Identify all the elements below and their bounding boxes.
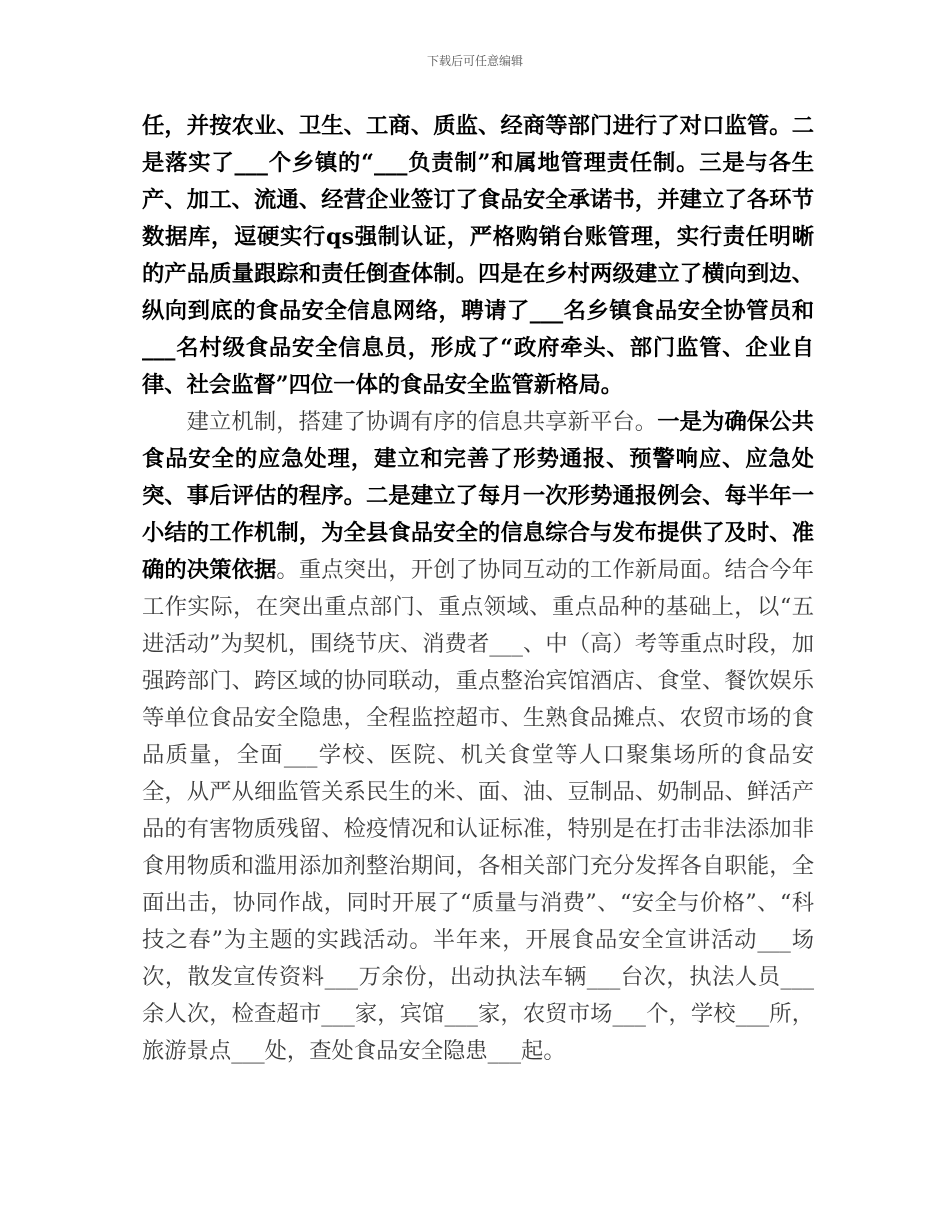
paragraph-1: 任，并按农业、卫生、工商、质监、经商等部门进行了对口监管。二是落实了___个乡镇的“___负责制”和属地管理责任制。三是与各生产、加工、流通、经营企业签订了食品安全承诺书，并建立了各环节数据库，逗硬实行qs强制认证，严格购销台账管理，实行责任明晰的产品质量跟踪和责任倒查体制。四是在乡村两级建立了横向到边、纵向到底的食品安全信息网络，聘请了___名乡镇食品安全协管员和___名村级食品安全信息员，形成了“政府牵头、部门监管、企业自律、社会监督”四位一体的食品安全监管新格局。 [142,113,814,398]
paragraph-2-lead: 建立机制，搭建了协调有序的信息共享新平台。 [186,409,658,435]
paragraph-2-rest: 。重点突出，开创了协同互动的工作新局面。结合今年工作实际，在突出重点部门、重点领域、重点品种的基础上，以“五进活动”为契机，围绕节庆、消费者___、中（高）考等重点时段，加强跨部门、跨区域的协同联动，重点整治宾馆酒店、食堂、餐饮娱乐等单位食品安全隐患，全程监控超市、生熟食品摊点、农贸市场的食品质量，全面___学校、医院、机关食堂等人口聚集场所的食品安全，从严从细监管关系民生的米、面、油、豆制品、奶制品、鲜活产品的有害物质残留、检疫情况和认证标准，特别是在打击非法添加非食用物质和滥用添加剂整治期间，各相关部门充分发挥各自职能，全面出击，协同作战，同时开展了“质量与消费”、“安全与价格”、“科技之春”为主题的实践活动。半年来，开展食品安全宣讲活动___场次，散发宣传资料___万余份，出动执法车辆___台次，执法人员___余人次，检查超市___家，宾馆___家，农贸市场___个，学校___所，旅游景点___处，查处食品安全隐患___起。 [142,557,814,1064]
page-header: 下载后可任意编辑 [426,54,523,68]
document-body [142,108,814,1070]
paragraph-2 [142,404,814,1070]
paragraph-2-bold: 一是为确保公共食品安全的应急处理，建立和完善了形势通报、预警响应、应急处突、事后评估的程序。二是建立了每月一次形势通报例会、每半年一小结的工作机制，为全县食品安全的信息综合与发布提供了及时、准确的决策依据 [142,409,814,583]
